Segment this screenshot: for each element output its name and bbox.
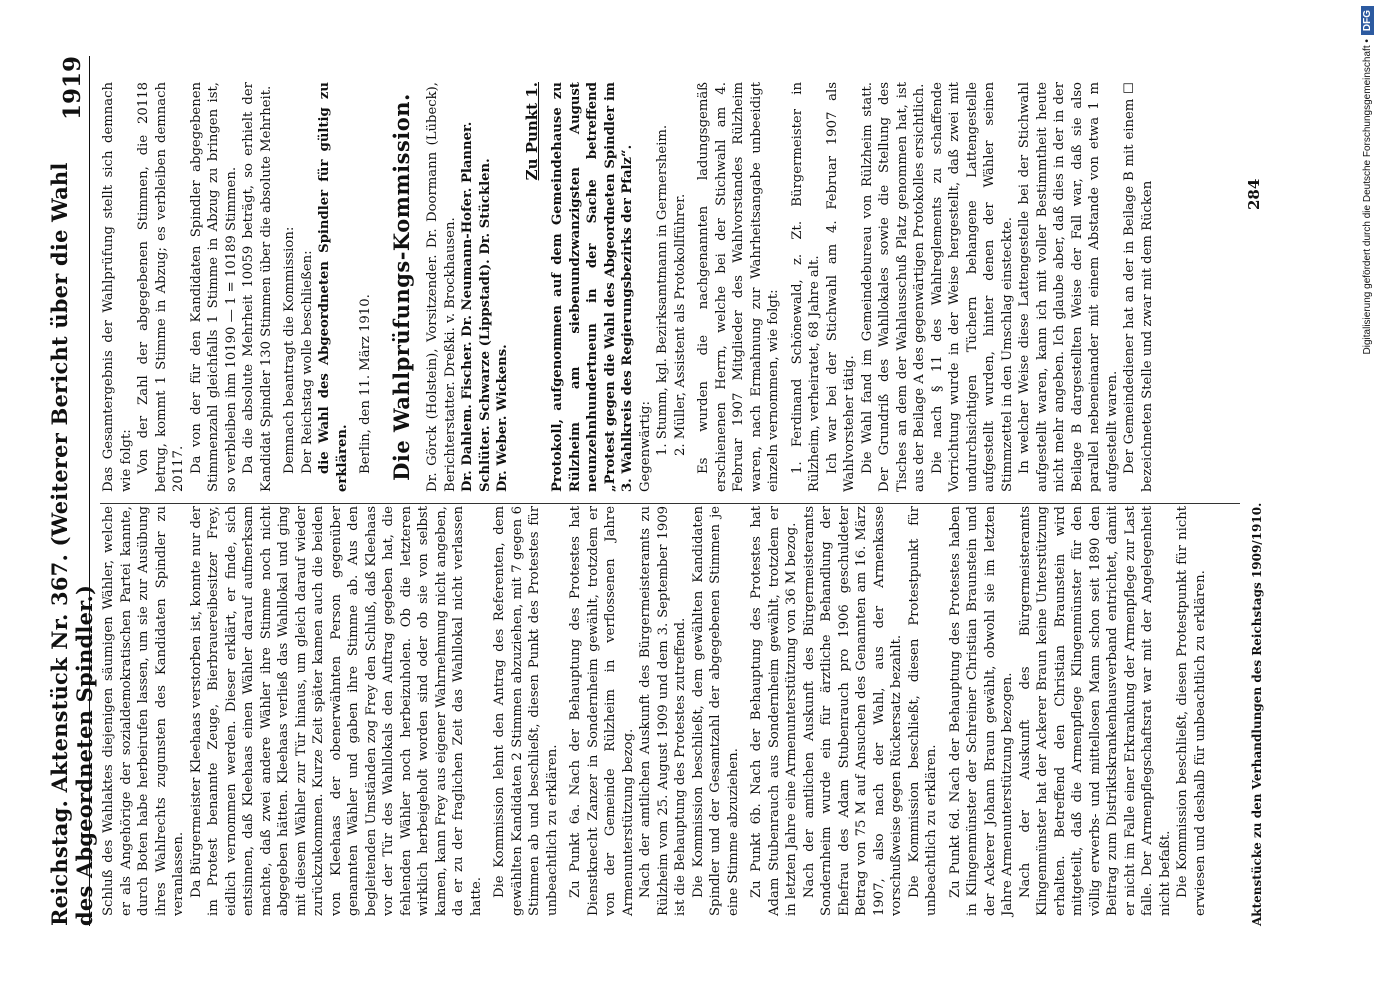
paragraph: Die Wahl fand im Gemeindebureau von Rülzheim statt. Der Grundriß des Wahllokales sowie die Stellung des Tisches an dem der Wahlausschuß Platz genommen hat, ist aus der Beilage A des gegenwärtigen Protokolles ersichtlich. bbox=[859, 82, 927, 492]
paragraph: Da die absolute Mehrheit 10059 beträgt, so erhielt der Kandidat Spindler 130 Stimmen über die absolute Mehrheit. bbox=[241, 82, 274, 492]
present-item: 2. Müller, Assistent als Protokollführer. bbox=[672, 193, 688, 456]
paragraph: Von der Zahl der abgegebenen Stimmen, die 20118 betrug, kommt 1 Stimme in Abzug; es verbleiben demnach 20117. bbox=[136, 82, 186, 492]
column-divider bbox=[100, 503, 1240, 504]
paragraph: In welcher Weise diese Lattengestelle bei der Stichwahl aufgestellt waren, kann ich mit voller Bestimmtheit heute nicht mehr angeben. Ich glaube aber, daß dies in der in der Beilage B dargestellten Weise der Fall war, daß sie also parallel nebeneinander mit einem Abstande von etwa 1 m aufgestellt waren. bbox=[1017, 82, 1120, 492]
paragraph: 1. Ferdinand Schönewald, z. Zt. Bürgermeister in Rülzheim, verheiratet, 68 Jahre alt. bbox=[789, 82, 822, 492]
dfg-logo: DFG bbox=[1361, 6, 1374, 35]
commission-row: Dr. Görck (Holstein), Vorsitzender. Dr. Doormann (Lübeck), Berichterstatter. Dreßki. v. Brockhausen. bbox=[425, 82, 458, 492]
punkt-heading: Zu Punkt 1. bbox=[522, 82, 541, 181]
paragraph: die Wahl des Abgeordneten Spindler für gültig zu erklären. bbox=[317, 82, 350, 492]
paragraph: Nach der amtlichen Auskunft des Bürgermeisteramts Sondernheim wurde ein für ärztliche Behandlung der Ehefrau des Adam Stubenrauch pro 1906 geschuldeter Betrag von 75 M auf Ansuchen des Genannten am 16. März 1907, also nach der Wahl, aus der Armenkasse vorschußweise gegen Rückersatz bezahlt. bbox=[801, 506, 904, 916]
header-year: 1919 bbox=[58, 56, 86, 121]
paragraph: Es wurden die nachgenannten ladungsgemäß erschienenen Herrn, welche bei der Stichwahl am 4. Februar 1907 Mitglieder des Wahlvorstandes Rülzheim waren, nach Ermahnung zur Wahrheitsangabe unbeeidigt einzeln vernommen, wie folgt: bbox=[696, 82, 781, 492]
paragraph: Nach der Auskunft des Bürgermeisteramts Klingenmünster hat der Ackerer Braun keine Unterstützung erhalten. Betreffend den Christian Braunstein wird mitgeteilt, daß die Armenpflege Klingenmünster für den völlig erwerbs- und mittellosen Mann schon seit 1890 den Beitrag zum Distriktskrankenhausverband entrichtet, damit er nicht im Falle einer Erkrankung der Armenpflege zur Last falle. Der Armenpflegschaftsrat war mit der Angelegenheit nicht befaßt. bbox=[1017, 506, 1173, 916]
paragraph: Ich war bei der Stichwahl am 4. Februar 1907 als Wahlvorsteher tätig. bbox=[824, 82, 857, 492]
commission-heading: Die Wahlprüfungs-Kommission. bbox=[388, 93, 414, 481]
right-column bbox=[100, 82, 1156, 492]
digitization-text: Digitalisierung gefördert durch die Deutsche Forschungsgemeinschaft • bbox=[1361, 39, 1373, 355]
paragraph: Schluß des Wahlaktes diejenigen säumigen Wähler, welche er als Angehörige der sozialdemokratischen Partei kannte, durch Boten habe herbeirufen lassen, um sie zur Ausübung ihres Wahlrechts zugunsten des Kandidaten Spindler zu veranlassen. bbox=[101, 506, 186, 916]
present-item: 1. Stumm, kgl. Bezirksamtmann in Germersheim. bbox=[655, 124, 670, 456]
left-column bbox=[100, 506, 1209, 916]
paragraph: Zu Punkt 6d. Nach der Behauptung des Protestes haben in Klingenmünster der Schreiner Christian Braunstein und der Ackerer Johann Braun gewählt, obwohl sie im letzten Jahre Armenunterstützung bezogen. bbox=[947, 506, 1015, 916]
page-number: 284 bbox=[1245, 178, 1263, 210]
present-label: Gegenwärtig: bbox=[637, 401, 653, 492]
paragraph: Die Kommission beschließt, diesen Protestpunkt für nicht erwiesen und deshalb für unbeachtlich zu erklären. bbox=[1175, 506, 1208, 916]
commission-row: Dr. Dahlem. Fischer. Dr. Neumann-Hofer. Planner. bbox=[460, 121, 475, 492]
paragraph: Nach der amtlichen Auskunft des Bürgermeisteramts zu Rülzheim vom 25. August 1909 und dem 3. September 1909 ist die Behauptung des Protestes zutreffend. bbox=[638, 506, 688, 916]
paragraph: Die Kommission beschließt, dem gewählten Kandidaten Spindler und der Gesamtzahl der abgegebenen Stimmen je eine Stimme abzuziehen. bbox=[690, 506, 741, 916]
paragraph: Berlin, den 11. März 1910. bbox=[358, 294, 373, 474]
commission-row: Dr. Weber. Wickens. bbox=[495, 344, 510, 492]
footer-note: Aktenstücke zu den Verhandlungen des Reichstags 1909/1910. bbox=[1250, 502, 1264, 926]
paragraph: Zu Punkt 6b. Nach der Behauptung des Protestes hat Adam Stubenrauch aus Sondernheim gewählt, trotzdem er in letzten Jahre eine Armenunterstützung von 36 M bezog. bbox=[749, 506, 799, 916]
paragraph: Die Kommission lehnt den Antrag des Referenten, dem gewählten Kandidaten 2 Stimmen abzuziehen, mit 7 gegen 6 Stimmen ab und beschließt, diesen Punkt des Protestes für unbeachtlich zu erklären. bbox=[492, 506, 560, 916]
paragraph: Zu Punkt 6a. Nach der Behauptung des Protestes hat Dienstknecht Zanzer in Sondernheim gewählt, trotzdem er von der Gemeinde Rülzheim in verflossenen Jahre Armenunterstützung bezog. bbox=[568, 506, 636, 916]
commission-members bbox=[424, 82, 512, 492]
paragraph: Der Reichstag wolle beschließen: bbox=[299, 250, 315, 474]
protokoll-title: Protokoll, aufgenommen auf dem Gemeindehause zu Rülzheim am siebenundzwanzigsten August neunzehnhundertneun in der Sache betreffend „Protest gegen die Wahl des Abgeordneten Spindler im 3. Wahlkreis des Regierungsbezirks der Pfalz“. bbox=[550, 82, 635, 492]
paragraph: Da von der für den Kandidaten Spindler abgegebenen Stimmenzahl gleichfalls 1 Stimme in Abzug zu bringen ist, so verbleiben ihm 10190 — 1 = 10189 Stimmen. bbox=[188, 82, 239, 492]
commission-row: Schlüter. Schwarze (Lippstadt). Dr. Stücklen. bbox=[477, 158, 493, 492]
paragraph: Der Gemeindediener hat an der in Beilage B mit einem ☐ bezeichneten Stelle und zwar mit dem Rücken bbox=[1122, 82, 1155, 492]
paragraph: Die nach § 11 des Wahlreglements zu schaffende Vorrichtung wurde in der Weise hergestellt, daß zwei mit undurchsichtigen Tüchern behangene Lattengestelle aufgestellt wurden, hinter denen der Wähler seinen Stimmzettel in den Umschlag einsteckte. bbox=[929, 82, 1015, 492]
digitization-note bbox=[1357, 6, 1377, 996]
paragraph: Da Bürgermeister Kleehaas verstorben ist, konnte nur der im Protest benannte Zeuge, Bierbrauereibesitzer Frey, eidlich vernommen werden. Dieser erklärt, er finde, sich entsinnen, daß Kleehaas einen Wähler darauf aufmerksam machte, daß zwei andere Wähler ihre Stimme noch nicht abgegeben hätten. Kleehaas verließ das Wahllokal und ging mit diesem Wähler zur Tür hinaus, um gleich darauf wieder zurückzukommen. Kurze Zeit später kamen auch die beiden von Kleehaas der obenerwähnten Person gegenüber genannten Wähler und gaben ihre Stimme ab. Aus den begleitenden Umständen zog Frey den Schluß, daß Kleehaas vor der Tür des Wahllokals den Auftrag gegeben hat, die fehlenden Wähler noch herbeizuholen. Ob die letzteren wirklich herbeigeholt worden sind oder ob sie von selbst kamen, kann Frey aus eigener Wahrnehmung nicht angeben, da er zu der fraglichen Zeit das Wahllokal nicht verlassen hatte. bbox=[188, 506, 484, 916]
paragraph: Das Gesamtergebnis der Wahlprüfung stellt sich demnach wie folgt: bbox=[101, 82, 134, 492]
paragraph: Die Kommission beschließt, diesen Protestpunkt für unbeachtlich zu erklären. bbox=[906, 506, 939, 916]
page-header bbox=[47, 56, 97, 926]
header-title: Reichstag. Aktenstück Nr. 367. (Weiterer Bericht über die Wahl des Abgeordneten Spindler.) bbox=[47, 162, 97, 926]
paragraph: Demnach beantragt die Kommission: bbox=[282, 226, 297, 474]
